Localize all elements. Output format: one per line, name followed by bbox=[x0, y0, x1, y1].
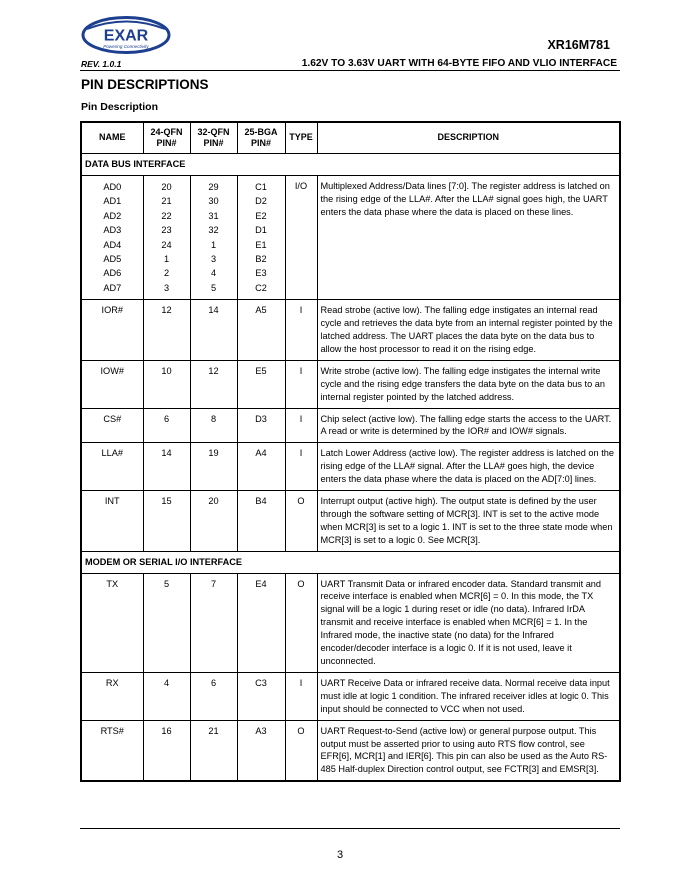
page-number: 3 bbox=[336, 849, 344, 861]
pin-24qfn-cell bbox=[143, 443, 190, 491]
pin-name: IOW# bbox=[100, 365, 124, 376]
pin-25bga-cell bbox=[237, 573, 285, 672]
pin-row bbox=[81, 300, 620, 361]
pin-32qfn: 32 bbox=[208, 225, 219, 236]
pin-name-cell bbox=[81, 573, 143, 672]
pin-25bga-cell bbox=[237, 672, 285, 720]
pin-24qfn: 1 bbox=[163, 253, 170, 264]
pin-name: TX bbox=[106, 578, 119, 589]
header-32qfn-line2: PIN# bbox=[203, 138, 224, 148]
header-25bga-line2: PIN# bbox=[250, 138, 271, 148]
header-32qfn-line1: 32-QFN bbox=[197, 126, 230, 137]
pin-32qfn: 14 bbox=[208, 305, 219, 316]
pin-25bga: E3 bbox=[255, 268, 267, 279]
pin-32qfn-cell bbox=[190, 720, 237, 781]
pin-32qfn: 4 bbox=[210, 268, 217, 279]
pin-24qfn-cell bbox=[143, 672, 190, 720]
pin-name: AD5 bbox=[103, 253, 122, 264]
pin-24qfn: 15 bbox=[161, 496, 172, 507]
pin-25bga: D1 bbox=[255, 225, 267, 236]
pin-32qfn: 20 bbox=[208, 496, 219, 507]
pin-table-body bbox=[81, 154, 620, 782]
pin-type: I bbox=[285, 672, 317, 720]
pin-24qfn-cell bbox=[143, 491, 190, 552]
pin-description: UART Transmit Data or infrared encoder data. Standard transmit and receive interface is enabled when MCR[6] = 0. In this mode, the TX signal will be a logic 1 during reset or idle (no data). Infrared IrDA transmit and receive interface is enabled when MCR[6] = 1. In the Infrared mode, the inactive state (no data) for the Infrared encoder/decoder interface is a logic 0. If it is not used, leave it unconnected. bbox=[317, 573, 620, 672]
pin-32qfn: 31 bbox=[208, 210, 219, 221]
pin-32qfn-cell bbox=[190, 573, 237, 672]
pin-description: Chip select (active low). The falling edge starts the access to the UART. A read or write is determined by the IOR# and IOW# signals. bbox=[317, 408, 620, 443]
pin-name: RTS# bbox=[100, 725, 124, 736]
header-24qfn bbox=[143, 122, 190, 154]
pin-25bga: A5 bbox=[255, 305, 267, 316]
section-heading: DATA BUS INTERFACE bbox=[81, 154, 620, 176]
pin-32qfn: 6 bbox=[210, 677, 217, 688]
pin-row bbox=[81, 408, 620, 443]
part-number: XR16M781 bbox=[547, 38, 610, 52]
pin-25bga: D2 bbox=[255, 196, 267, 207]
pin-type: I bbox=[285, 360, 317, 408]
pin-32qfn: 29 bbox=[208, 181, 219, 192]
pin-25bga: D3 bbox=[255, 413, 267, 424]
pin-25bga: B2 bbox=[255, 253, 267, 264]
pin-name: INT bbox=[104, 496, 120, 507]
pin-32qfn: 1 bbox=[210, 239, 217, 250]
pin-name: AD7 bbox=[103, 282, 122, 293]
pin-24qfn: 6 bbox=[163, 413, 170, 424]
header-name: NAME bbox=[81, 122, 143, 154]
pin-name: RX bbox=[105, 677, 119, 688]
pin-description: Read strobe (active low). The falling edge instigates an internal read cycle and retrieves the data byte from an internal register pointed by the latched address. The UART places the data byte on the data bus to allow the host processor to read it on the rising edge. bbox=[317, 300, 620, 361]
pin-25bga: A4 bbox=[255, 448, 267, 459]
pin-25bga: E5 bbox=[255, 365, 267, 376]
pin-32qfn-cell bbox=[190, 360, 237, 408]
pin-row bbox=[81, 573, 620, 672]
pin-name: AD4 bbox=[103, 239, 122, 250]
pin-row bbox=[81, 443, 620, 491]
exar-logo bbox=[81, 16, 171, 54]
exar-logo-graphic bbox=[81, 16, 171, 54]
pin-name-cell bbox=[81, 408, 143, 443]
pin-type: I bbox=[285, 408, 317, 443]
pin-24qfn-cell bbox=[143, 175, 190, 299]
pin-25bga-cell bbox=[237, 300, 285, 361]
pin-description: UART Request-to-Send (active low) or general purpose output. This output must be asserted prior to using auto RTS flow control, see EFR[6], MCR[1] and IER[6]. This pin can also be used as the Auto RS-485 Half-duplex Direction control output, see FCTR[3] and EMSR[3]. bbox=[317, 720, 620, 781]
pin-25bga-cell bbox=[237, 175, 285, 299]
table-header-row bbox=[81, 122, 620, 154]
pin-24qfn: 10 bbox=[161, 365, 172, 376]
pin-32qfn-cell bbox=[190, 443, 237, 491]
pin-name: AD1 bbox=[103, 196, 122, 207]
pin-24qfn: 5 bbox=[163, 578, 170, 589]
pin-32qfn: 7 bbox=[210, 578, 217, 589]
page-title: PIN DESCRIPTIONS bbox=[81, 77, 209, 92]
pin-name: IOR# bbox=[101, 305, 123, 316]
pin-32qfn-cell bbox=[190, 672, 237, 720]
pin-row bbox=[81, 360, 620, 408]
pin-type: O bbox=[285, 720, 317, 781]
pin-24qfn: 22 bbox=[161, 210, 172, 221]
revision: REV. 1.0.1 bbox=[81, 59, 122, 69]
pin-description-table bbox=[80, 121, 621, 782]
pin-32qfn-cell bbox=[190, 300, 237, 361]
header-type: TYPE bbox=[285, 122, 317, 154]
pin-25bga-cell bbox=[237, 491, 285, 552]
pin-name-cell bbox=[81, 360, 143, 408]
pin-24qfn: 16 bbox=[161, 725, 172, 736]
section-row bbox=[81, 551, 620, 573]
pin-32qfn: 3 bbox=[210, 253, 217, 264]
pin-32qfn: 12 bbox=[208, 365, 219, 376]
pin-row bbox=[81, 491, 620, 552]
pin-24qfn: 12 bbox=[161, 305, 172, 316]
document-subtitle: 1.62V TO 3.63V UART WITH 64-BYTE FIFO AND VLIO INTERFACE bbox=[301, 58, 617, 69]
pin-name: AD2 bbox=[103, 210, 122, 221]
pin-25bga: C2 bbox=[255, 282, 267, 293]
pin-name-cell bbox=[81, 672, 143, 720]
pin-24qfn: 24 bbox=[161, 239, 172, 250]
pin-description: Latch Lower Address (active low). The register address is latched on the rising edge of the LLA# signal. After the LLA# goes high, the device enters the data phase where the data is placed on the AD[7:0] lines. bbox=[317, 443, 620, 491]
pin-name: AD3 bbox=[103, 225, 122, 236]
pin-24qfn-cell bbox=[143, 408, 190, 443]
pin-25bga-cell bbox=[237, 443, 285, 491]
pin-24qfn: 2 bbox=[163, 268, 170, 279]
pin-24qfn-cell bbox=[143, 573, 190, 672]
pin-name: CS# bbox=[103, 413, 122, 424]
pin-name-cell bbox=[81, 175, 143, 299]
pin-name-cell bbox=[81, 720, 143, 781]
pin-name: LLA# bbox=[101, 448, 123, 459]
pin-type: O bbox=[285, 491, 317, 552]
logo-text: EXAR bbox=[103, 27, 149, 45]
pin-type: O bbox=[285, 573, 317, 672]
pin-25bga: E1 bbox=[255, 239, 267, 250]
section-row bbox=[81, 154, 620, 176]
pin-25bga-cell bbox=[237, 360, 285, 408]
pin-25bga: B4 bbox=[255, 496, 267, 507]
pin-description: UART Receive Data or infrared receive data. Normal receive data input must idle at logic 1 condition. The infrared receiver idles at logic 0. This input should be connected to VCC when not used. bbox=[317, 672, 620, 720]
pin-row bbox=[81, 720, 620, 781]
logo-tagline: Powering Connectivity bbox=[103, 44, 149, 49]
section-heading: MODEM OR SERIAL I/O INTERFACE bbox=[81, 551, 620, 573]
pin-32qfn: 5 bbox=[210, 282, 217, 293]
header-25bga bbox=[237, 122, 285, 154]
pin-type: I bbox=[285, 443, 317, 491]
pin-24qfn-cell bbox=[143, 360, 190, 408]
pin-32qfn: 19 bbox=[208, 448, 219, 459]
pin-24qfn-cell bbox=[143, 300, 190, 361]
pin-25bga: E4 bbox=[255, 578, 267, 589]
pin-name-cell bbox=[81, 491, 143, 552]
pin-25bga: C1 bbox=[255, 181, 267, 192]
pin-25bga: A3 bbox=[255, 725, 267, 736]
pin-name-cell bbox=[81, 443, 143, 491]
header-24qfn-line2: PIN# bbox=[156, 138, 177, 148]
pin-name: AD6 bbox=[103, 268, 122, 279]
pin-description: Write strobe (active low). The falling edge instigates the internal write cycle and the rising edge transfers the data byte on the data bus to an internal register pointed by the latched address. bbox=[317, 360, 620, 408]
pin-row bbox=[81, 175, 620, 299]
pin-name: AD0 bbox=[103, 181, 122, 192]
pin-24qfn: 4 bbox=[163, 677, 170, 688]
pin-32qfn: 30 bbox=[208, 196, 219, 207]
pin-24qfn-cell bbox=[143, 720, 190, 781]
header-25bga-line1: 25-BGA bbox=[244, 126, 278, 137]
header-24qfn-line1: 24-QFN bbox=[150, 126, 183, 137]
header-32qfn bbox=[190, 122, 237, 154]
header-rule bbox=[80, 70, 620, 71]
header-description: DESCRIPTION bbox=[317, 122, 620, 154]
footer-rule bbox=[80, 828, 620, 829]
pin-25bga: E2 bbox=[255, 210, 267, 221]
section-title: Pin Description bbox=[81, 101, 159, 113]
pin-type: I/O bbox=[285, 175, 317, 299]
pin-32qfn-cell bbox=[190, 175, 237, 299]
pin-24qfn: 3 bbox=[163, 282, 170, 293]
pin-row bbox=[81, 672, 620, 720]
pin-24qfn: 23 bbox=[161, 225, 172, 236]
pin-type: I bbox=[285, 300, 317, 361]
pin-description: Multiplexed Address/Data lines [7:0]. The register address is latched on the rising edge of the LLA#. After the LLA# signal goes high, the UART enters the data phase where the data is placed on these lines. bbox=[317, 175, 620, 299]
pin-32qfn-cell bbox=[190, 408, 237, 443]
pin-24qfn: 14 bbox=[161, 448, 172, 459]
pin-32qfn: 21 bbox=[208, 725, 219, 736]
pin-24qfn: 20 bbox=[161, 181, 172, 192]
pin-name-cell bbox=[81, 300, 143, 361]
pin-description: Interrupt output (active high). The output state is defined by the user through the software setting of MCR[3]. INT is set to the active mode when MCR[3] is set to a logic 1. INT is set to the three state mode when MCR[3] is set to a logic 0. See MCR[3]. bbox=[317, 491, 620, 552]
pin-24qfn: 21 bbox=[161, 196, 172, 207]
pin-32qfn-cell bbox=[190, 491, 237, 552]
pin-25bga: C3 bbox=[255, 677, 267, 688]
pin-25bga-cell bbox=[237, 720, 285, 781]
pin-32qfn: 8 bbox=[210, 413, 217, 424]
pin-25bga-cell bbox=[237, 408, 285, 443]
